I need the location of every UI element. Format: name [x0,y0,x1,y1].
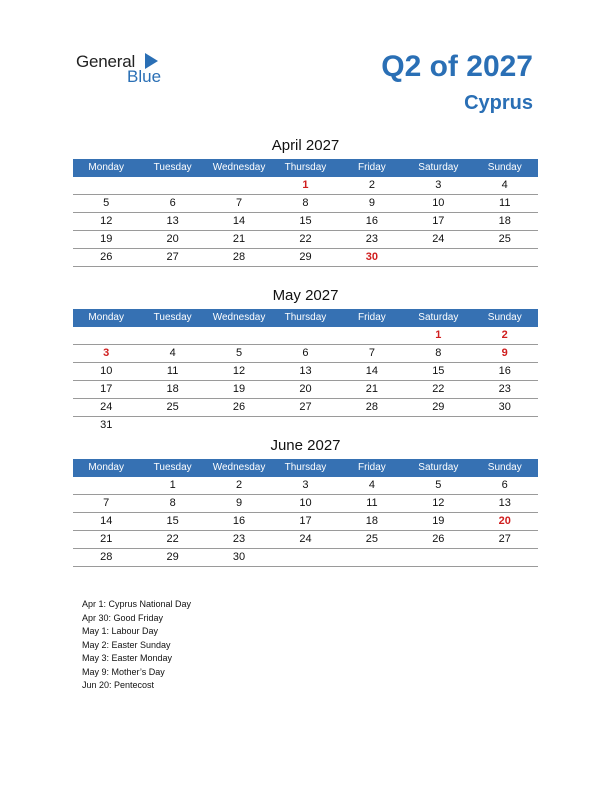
logo-word-blue: Blue [127,67,162,86]
day-cell: 24 [100,401,113,413]
day-cell: 7 [368,347,375,359]
week-row [73,549,538,567]
day-cell: 26 [100,251,113,263]
day-cell: 10 [100,365,113,377]
day-cell: 9 [501,347,508,359]
day-cell: 25 [498,233,511,245]
day-cell: 27 [166,251,179,263]
day-cell: 9 [368,197,375,209]
week-row [73,195,538,213]
day-cell: 1 [169,479,176,491]
day-cell [405,249,471,266]
day-cell: 17 [432,215,445,227]
weekday-header-cell: Saturday [418,162,459,173]
day-cell [272,327,338,344]
day-cell: 13 [299,365,312,377]
weekday-header-cell: Wednesday [212,312,266,323]
weekday-header-cell: Wednesday [212,462,266,473]
day-cell: 21 [365,383,379,395]
weekday-header-cell: Sunday [487,462,522,473]
day-cell: 20 [299,383,312,395]
month-calendar-june [73,436,538,567]
day-cell: 12 [100,215,113,227]
day-cell: 22 [432,383,445,395]
day-cell: 28 [365,401,379,413]
day-cell [472,417,538,434]
day-cell: 18 [365,515,379,527]
day-cell: 24 [299,533,312,545]
day-cell: 26 [232,401,246,413]
weekday-header-cell: Sunday [487,162,522,173]
day-cell [272,417,338,434]
day-cell: 4 [501,179,508,191]
weekday-header-cell: Tuesday [153,462,192,473]
day-cell: 10 [299,497,312,509]
week-row [73,363,538,381]
day-cell [472,549,538,566]
holiday-note: May 1: Labour Day [82,626,159,636]
day-cell [206,177,272,194]
week-row [73,417,538,434]
weekday-header-cell: Saturday [418,312,459,323]
day-cell: 21 [232,233,246,245]
day-cell: 8 [302,197,309,209]
holiday-note: May 3: Easter Monday [82,653,173,663]
day-cell: 11 [499,197,511,209]
weekday-header-cell: Monday [88,312,124,323]
week-row [73,327,538,345]
day-cell: 29 [432,401,445,413]
day-cell: 15 [432,365,445,377]
month-title: May 2027 [272,287,339,304]
day-cell: 8 [169,497,176,509]
day-cell: 13 [498,497,511,509]
day-cell [405,417,471,434]
day-cell [139,327,205,344]
day-cell: 3 [435,179,442,191]
day-cell [73,327,139,344]
day-cell: 22 [166,533,179,545]
weekday-header-row [73,309,538,327]
generalblue-logo [76,52,176,92]
week-row [73,177,538,195]
day-cell: 21 [100,533,113,545]
week-row [73,531,538,549]
logo-word-general: General [76,52,136,71]
day-cell [339,417,405,434]
week-row [73,495,538,513]
day-cell: 17 [100,383,113,395]
day-cell: 27 [498,533,511,545]
weekday-header-cell: Sunday [487,312,522,323]
day-cell: 19 [100,233,113,245]
day-cell [139,177,205,194]
day-cell: 5 [235,347,243,359]
weekday-header-cell: Friday [358,462,386,473]
day-cell [206,417,272,434]
day-cell: 9 [235,497,243,509]
day-cell: 11 [366,497,378,509]
weekday-header-cell: Thursday [284,312,327,323]
day-cell: 15 [299,215,312,227]
day-cell: 16 [365,215,379,227]
weekday-header-row [73,459,538,477]
day-cell: 20 [166,233,179,245]
day-cell: 1 [435,329,442,341]
page-title: Q2 of 2027 [381,50,533,83]
day-cell: 11 [166,365,179,377]
day-cell: 6 [501,479,508,491]
day-cell: 27 [299,401,312,413]
month-calendar-april [73,136,538,267]
weekday-header-cell: Saturday [418,462,459,473]
holiday-note: May 2: Easter Sunday [82,639,171,650]
day-cell: 30 [232,551,246,563]
holiday-note: Jun 20: Pentecost [82,680,155,690]
day-cell: 14 [365,365,379,377]
day-cell: 23 [365,233,379,245]
day-cell: 6 [169,197,176,209]
day-cell [272,549,338,566]
holiday-notes-list [82,598,191,693]
day-cell: 4 [368,479,375,491]
week-row [73,513,538,531]
day-cell: 17 [299,515,312,527]
day-cell: 19 [232,383,246,395]
day-cell: 3 [302,479,309,491]
day-cell: 24 [432,233,445,245]
day-cell [206,327,272,344]
day-cell: 12 [232,365,246,377]
day-cell: 18 [166,383,179,395]
day-cell: 5 [103,197,110,209]
day-cell: 29 [166,551,179,563]
weekday-header-cell: Wednesday [212,162,266,173]
day-cell: 22 [299,233,312,245]
day-cell: 23 [232,533,246,545]
day-cell: 1 [302,179,309,191]
day-cell: 2 [501,329,508,341]
day-cell [73,477,139,494]
day-cell: 19 [432,515,445,527]
weekday-header-cell: Friday [358,312,386,323]
day-cell: 18 [498,215,511,227]
weekday-header-cell: Monday [88,462,124,473]
day-cell: 28 [232,251,246,263]
day-cell: 20 [498,515,511,527]
day-cell: 6 [302,347,309,359]
weekday-header-cell: Thursday [284,162,327,173]
day-cell: 25 [166,401,179,413]
day-cell [339,327,405,344]
day-cell: 29 [299,251,312,263]
day-cell: 28 [100,551,113,563]
day-cell [339,549,405,566]
day-cell: 7 [103,497,110,509]
weekday-header-cell: Tuesday [153,312,192,323]
week-row [73,477,538,495]
day-cell: 23 [498,383,511,395]
day-cell: 2 [235,479,243,491]
day-cell [139,417,205,434]
day-cell: 13 [166,215,179,227]
week-row [73,381,538,399]
weekday-header-cell: Thursday [284,462,327,473]
country-subtitle: Cyprus [464,92,533,114]
day-cell: 4 [169,347,176,359]
day-cell: 7 [235,197,243,209]
day-cell: 5 [435,479,442,491]
holiday-note: May 9: Mother’s Day [82,666,165,677]
holiday-note: Apr 30: Good Friday [82,612,164,623]
day-cell [73,177,139,194]
day-cell: 26 [432,533,445,545]
day-cell: 16 [232,515,246,527]
day-cell: 30 [365,251,379,263]
day-cell: 15 [166,515,179,527]
week-row [73,249,538,267]
day-cell: 3 [103,347,110,359]
day-cell: 31 [100,419,113,431]
day-cell: 30 [498,401,511,413]
week-row [73,231,538,249]
day-cell: 12 [432,497,445,509]
month-calendar-may [73,286,538,434]
month-title: April 2027 [271,137,340,154]
week-row [73,399,538,417]
day-cell: 16 [498,365,511,377]
week-row [73,213,538,231]
day-cell: 10 [432,197,445,209]
day-cell [472,249,538,266]
weekday-header-row [73,159,538,177]
day-cell: 14 [232,215,246,227]
weekday-header-cell: Monday [88,162,124,173]
weekday-header-cell: Tuesday [153,162,192,173]
day-cell: 2 [368,179,375,191]
holiday-note: Apr 1: Cyprus National Day [82,599,192,609]
day-cell: 25 [365,533,379,545]
day-cell [405,549,471,566]
month-title: June 2027 [270,437,341,454]
weekday-header-cell: Friday [358,162,386,173]
day-cell: 8 [435,347,442,359]
week-row [73,345,538,363]
day-cell: 14 [100,515,113,527]
